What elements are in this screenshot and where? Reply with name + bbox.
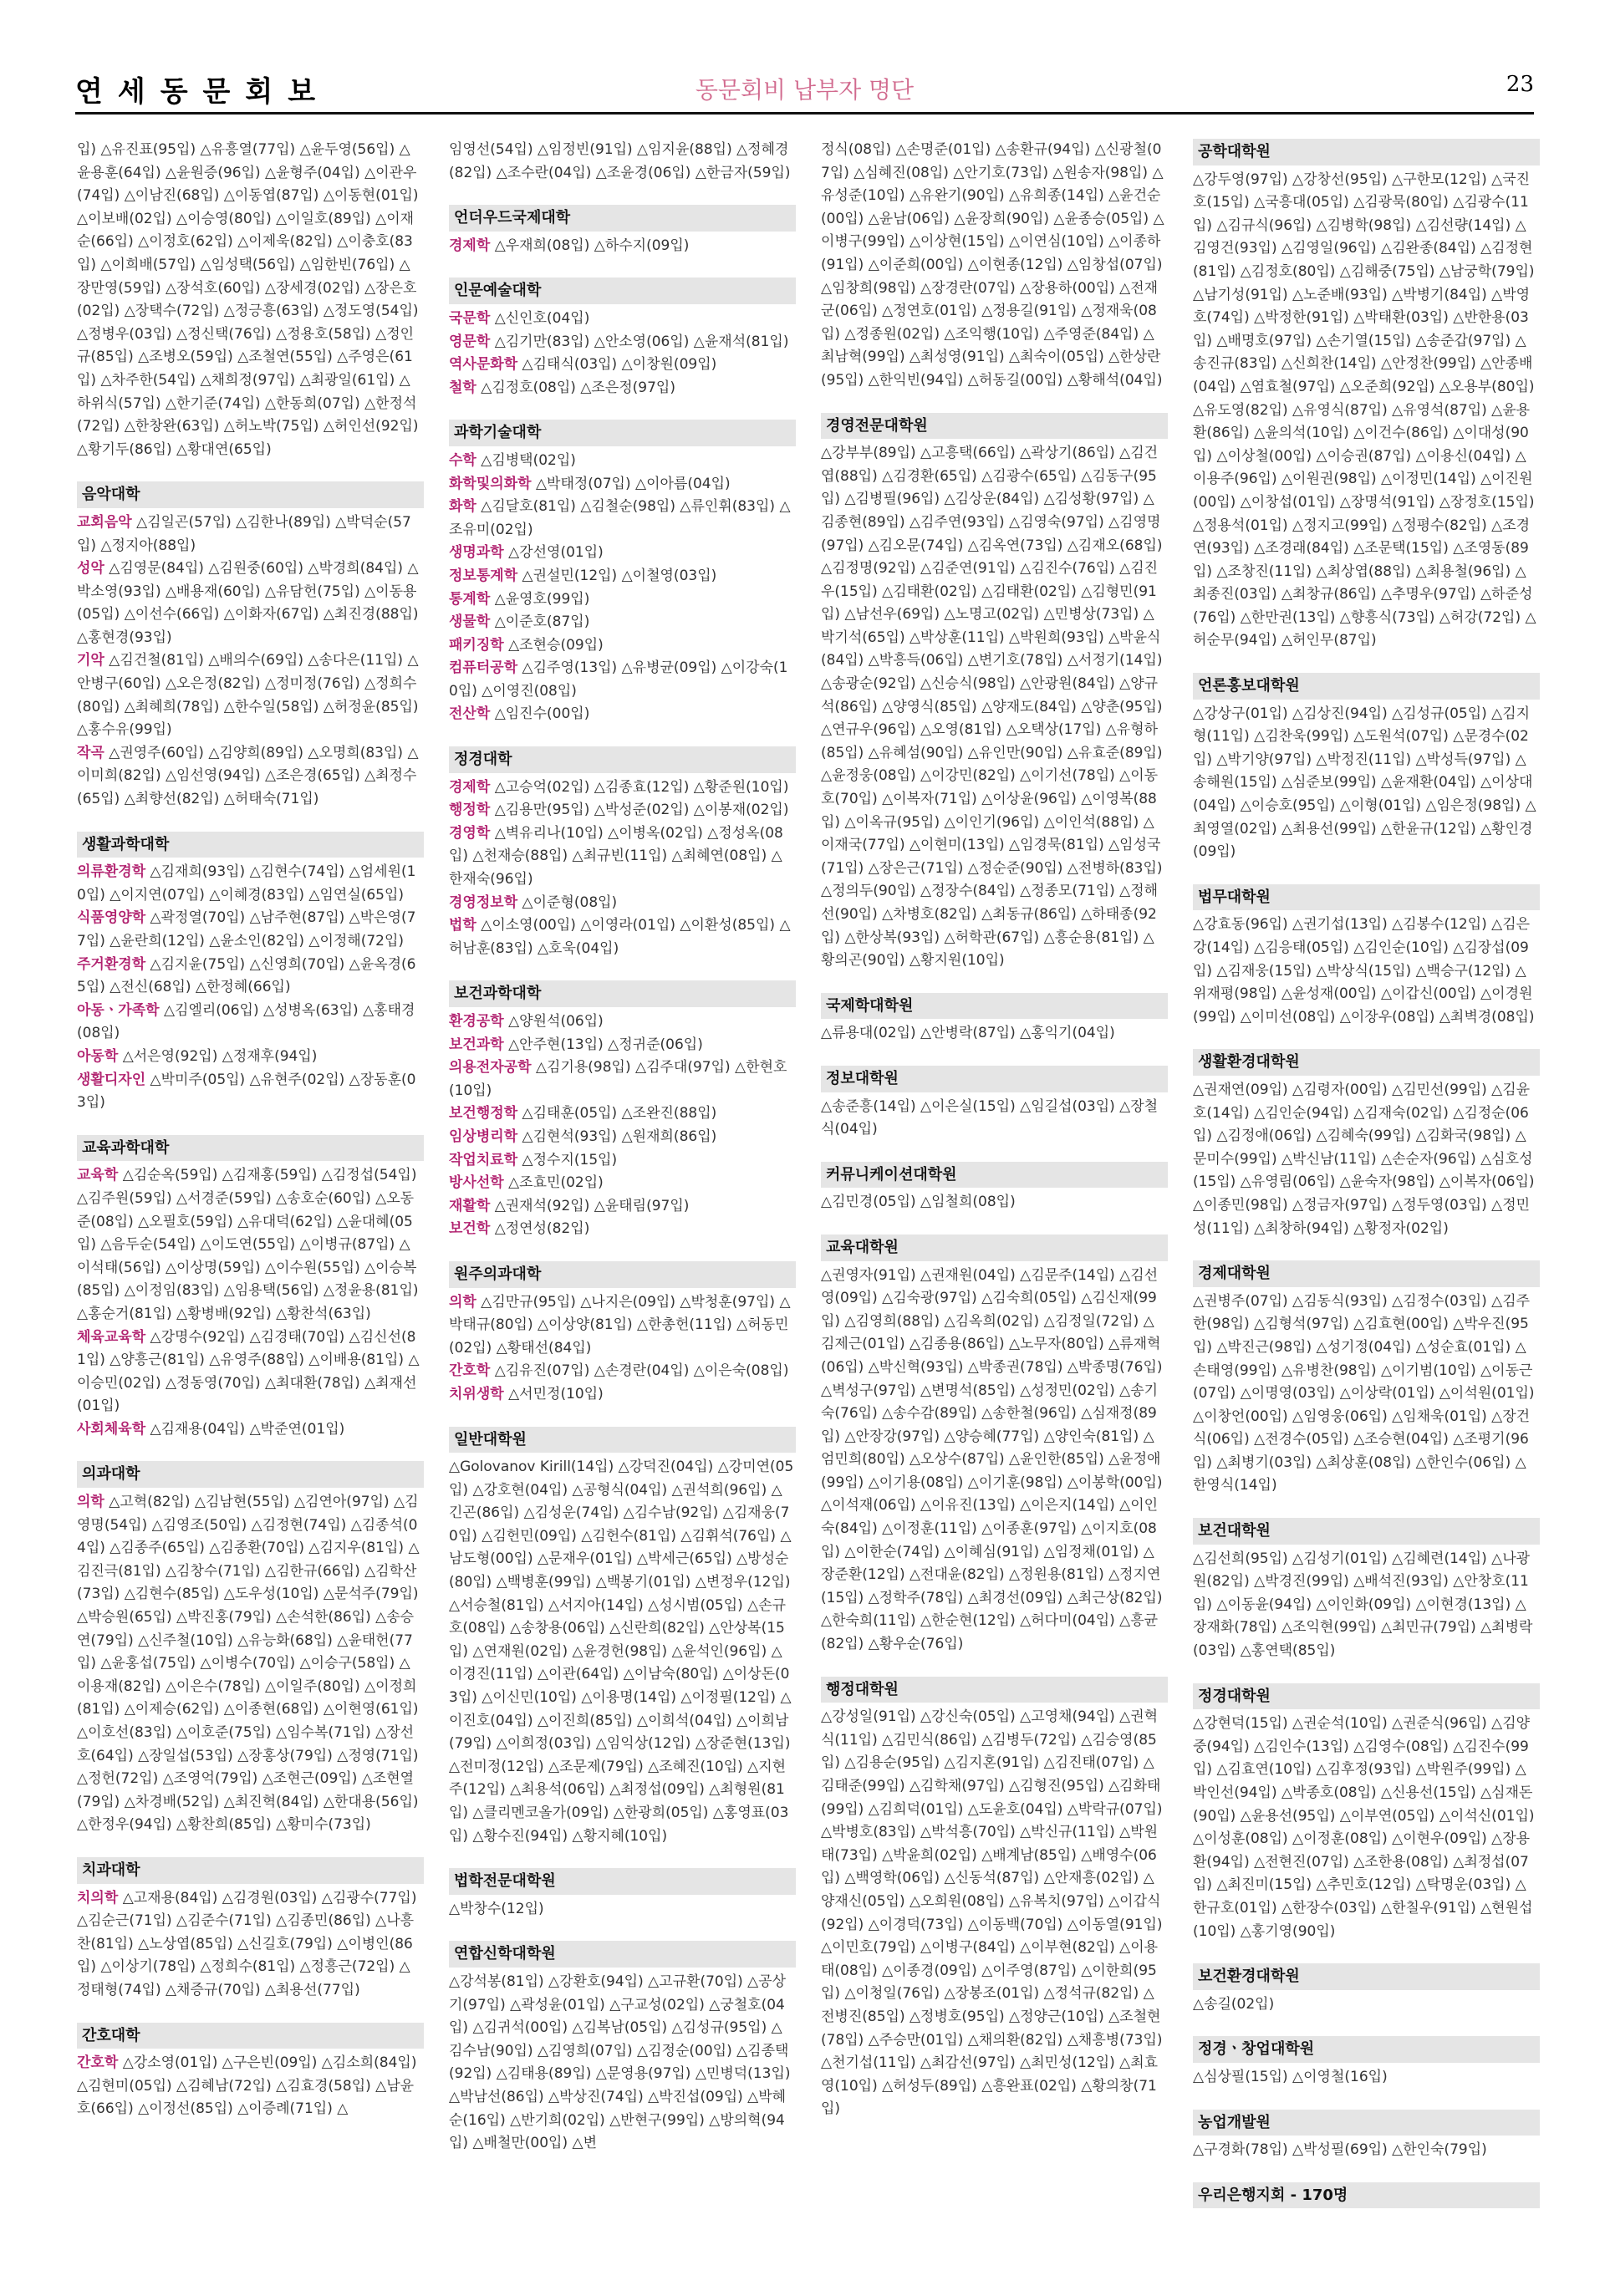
donor-names: △강효동(96입) △권기섭(13입) △김봉수(12입) △김은강(14입) △김응태(05입) △김인순(10입) △김장섭(09입) △김재웅(15입) △박상식(15입) △백승구(12입) △위재평(98입) △윤성재(00입) △이갑신(00입) △이경원(99입) △이미선(08입) △이장우(08입) △최벽경(08입) (1193, 916, 1535, 1026)
college-title: 법학전문대학원 (449, 1868, 796, 1895)
department-entry (449, 542, 796, 565)
college-title: 우리은행지회 - 170명 (1193, 2182, 1540, 2209)
college-title: 의과대학 (77, 1461, 424, 1488)
newspaper-masthead: 연세동문회보 (75, 75, 331, 109)
college-section (1193, 1963, 1540, 2016)
department-name: 철학 (449, 379, 476, 396)
department-entry (449, 331, 796, 354)
donor-names: △고재용(84입) △김경원(03입) △김광수(77입) △김순근(71입) △김준수(71입) △김종민(86입) △나흥찬(81입) △노상엽(85입) △신길호(79입) △이병인(86입) △이상기(78입) △정희수(81입) △정흥근(72입) △정태형(74입) △채증규(70입) △최용선(77입) (77, 1889, 417, 1998)
department-name: 컴퓨터공학 (449, 659, 518, 677)
college-section (1193, 1049, 1540, 1240)
college-title: 간호대학 (77, 2023, 424, 2049)
donor-names: △우재희(08입) △하수지(09입) (494, 237, 690, 254)
department-name: 패키징학 (449, 636, 504, 654)
department-name: 식품영양학 (77, 909, 146, 927)
college-section (449, 205, 796, 257)
department-entry (449, 799, 796, 822)
donor-names: △김기용(98입) △김주대(97입) △한현호(10입) (449, 1059, 787, 1099)
department-entry (449, 1195, 796, 1219)
department-entry (449, 1056, 796, 1102)
donor-names: △이준형(08입) (522, 893, 618, 911)
department-entry (77, 139, 424, 461)
department-entry (1193, 1713, 1540, 1943)
department-name: 의학 (449, 1293, 476, 1311)
donor-names: △김일곤(57입) △김한나(89입) △박덕순(57입) △정지아(88입) (77, 513, 411, 554)
college-section (1193, 2036, 1540, 2089)
department-name: 전산학 (449, 705, 491, 723)
college-section (1193, 673, 1540, 864)
donor-names: △강소영(01입) △구은빈(09입) △김소희(84입) △김현미(05입) △김혜남(72입) △김효경(58입) △남윤호(66입) △이정선(85입) △이증례(71입) △ (77, 2054, 417, 2118)
department-entry (449, 776, 796, 800)
department-name: 정보통계학 (449, 567, 518, 584)
department-name: 화학및의화학 (449, 475, 532, 492)
donor-names: △류용대(02입) △안병락(87입) △홍익기(04입) (821, 1025, 1115, 1042)
department-name: 생물학 (449, 613, 491, 631)
department-name: 국문학 (449, 309, 491, 327)
department-entry (449, 354, 796, 377)
college-section (449, 1427, 796, 1849)
department-name: 사회체육학 (77, 1420, 146, 1438)
college-title: 치과대학 (77, 1857, 424, 1884)
donor-names: △김만규(95입) △나지은(09입) △박청훈(97입) △박태규(80입) △이상양(81입) △한총헌(11입) △허동민(02입) △황태선(84입) (449, 1293, 791, 1357)
department-name: 체육교육학 (77, 1328, 146, 1346)
donor-names: △윤영호(99입) (494, 590, 590, 608)
department-entry (449, 1971, 796, 2156)
department-name: 치의학 (77, 1889, 119, 1907)
college-title: 언더우드국제대학 (449, 205, 796, 232)
donor-names: 정식(08입) △손명준(01입) △송환규(94입) △신광철(07입) △심혜진(08입) △안기호(73입) △원송자(98입) △유성준(10입) △유완기(90입) △유희종(14입) △윤건순(00입) △윤남(06입) △윤장희(90입) △윤종승(05입) △이병구(99입) △이상현(15입) △이연심(10입) △이종하(91입) △이준희(00입) △이현종(12입) △임창섭(07입) △임창희(98입) △장경란(07입) △장용하(00입) △전재군(06입) △정연호(01입) △정용길(91입) △정재욱(08입) △정종원(02입) △조익행(10입) △주영준(84입) △최남혁(99입) △최성영(91입) △최숙이(05입) △한상란(95입) △한익빈(94입) △허동길(00입) △황해석(04입) (821, 141, 1164, 389)
college-title: 국제학대학원 (821, 993, 1168, 1020)
donor-names: △김선희(95입) △김성기(01입) △김혜련(14입) △나광원(82입) △박경진(99입) △배석진(93입) △안창호(11입) △이동윤(94입) △이인화(09입) △이현경(13입) △장재화(78입) △조익현(99입) △최민규(79입) △최병락(03입) △홍연택(85입) (1193, 1550, 1533, 1660)
department-name: 교육학 (77, 1167, 119, 1184)
department-entry (449, 588, 796, 612)
college-title: 정경대학 (449, 746, 796, 773)
donor-names: △곽정열(70입) △남주현(87입) △박은영(77입) △윤란희(12입) △윤소인(82입) △이정해(72입) (77, 909, 416, 949)
college-section (1193, 2110, 1540, 2162)
college-title: 연합신학대학원 (449, 1941, 796, 1968)
department-entry (449, 657, 796, 703)
department-name: 경영학 (449, 824, 491, 842)
college-section (821, 993, 1168, 1046)
department-name: 임상병리학 (449, 1128, 518, 1145)
department-entry (449, 611, 796, 634)
donor-names: △강성일(91입) △강신숙(05입) △고영채(94입) △권혁식(11입) △김민식(86입) △김병두(72입) △김승영(85입) △김용순(95입) △김지혼(91입) △김진태(07입) △김태준(99입) △김학채(97입) △김형진(95입) △김화태(99입) △김희덕(01입) △도윤호(04입) △박락규(07입) △박병호(83입) △박석흥(70입) △박신규(11입) △박원태(73입) △박윤희(02입) △배계남(85입) △배영수(06입) △백영학(06입) △신동석(87입) △안재흥(02입) △양재신(05입) △오희원(08입) △유복치(97입) △이갑식(92입) △이경덕(73입) △이동백(70입) △이동열(91입) △이민호(79입) △이병구(84입) △이부현(82입) △이용태(08입) △이종경(09입) △이주영(87입) △이한희(95입) △이청일(76입) △장봉조(01입) △정석규(82입) △전병진(85입) △정병호(95입) △정양근(10입) △조철현(78입) △주승만(01입) △채의환(82입) △채흥병(73입) △천기섭(11입) △최감선(97입) △최민성(12입) △최효영(10입) △허성두(89입) △흥완표(02입) △황의창(71입) (821, 1708, 1163, 2118)
college-title: 농업개발원 (1193, 2110, 1540, 2136)
college-title: 원주의과대학 (449, 1261, 796, 1288)
department-entry (1193, 169, 1540, 653)
college-section (449, 277, 796, 400)
college-section (449, 980, 796, 1241)
donor-names: △권재석(92입) △윤태림(97입) (494, 1197, 690, 1214)
department-entry (449, 1291, 796, 1361)
donor-names: △김순옥(59입) △김재홍(59입) △김정섭(54입) △김주원(59입) △서경준(59입) △송호순(60입) △오동준(08입) △오필호(59입) △유대덕(62입) △윤대혜(05입) △음두순(54입) △이도연(55입) △이병규(87입) △이석태(56입) △이상명(59입) △이수원(55입) △이승복(85입) △이정임(83입) △임용택(56입) △정윤용(81입) △홍순거(81입) △황병배(92입) △황찬석(63입) (77, 1167, 419, 1322)
college-title: 경영전문대학원 (821, 413, 1168, 440)
department-entry (449, 377, 796, 400)
donor-names: △김태식(03입) △이창원(09입) (522, 356, 717, 374)
college-title: 보건환경대학원 (1193, 1963, 1540, 1990)
department-name: 의학 (77, 1494, 104, 1511)
department-name: 아동ㆍ가족학 (77, 1001, 160, 1019)
department-name: 화학 (449, 498, 476, 516)
department-entry (821, 442, 1168, 973)
college-title: 음악대학 (77, 481, 424, 508)
department-name: 교회음악 (77, 513, 132, 531)
department-entry (449, 1383, 796, 1407)
college-section (1193, 1518, 1540, 1663)
donor-names: △권영자(91입) △권재원(04입) △김문주(14입) △김선영(09입) △김숙광(97입) △김숙희(05입) △김신재(99입) △김영희(88입) △김옥희(02입) △김정일(72입) △김제근(01입) △김종용(86입) △노무자(80입) △류재혁(06입) △박신혁(93입) △박종권(78입) △박종명(76입) △벽성구(97입) △변명석(85입) △성정민(02입) △송기숙(76입) △송수감(89입) △송한철(96입) △심재정(89입) △안장강(97입) △양승혜(77입) △양인숙(81입) △엄민희(80입) △오상수(87입) △윤인한(85입) △윤정애(99입) △이기용(08입) △이기훈(98입) △이봉학(00입) △이석재(06입) △이유진(13입) △이은지(14입) △이인숙(84입) △이정훈(11입) △이종훈(97입) △이지호(08입) △이한순(74입) △이혜심(91입) △임정채(01입) △장준환(12입) △전대윤(82입) △정원용(81입) △정지연(15입) △정학주(78입) △최경선(09입) △최근상(82입) △한숙희(11입) △한순현(12입) △허다미(04입) △흥균(82입) △황우순(76입) (821, 1266, 1163, 1653)
donor-names: △권설민(12입) △이철영(03입) (522, 567, 717, 584)
department-entry (77, 649, 424, 741)
department-name: 통계학 (449, 590, 491, 608)
donor-names: △박미주(05입) △유현주(02입) △장동훈(03입) (77, 1071, 416, 1112)
college-section (77, 1461, 424, 1837)
department-entry (1193, 1993, 1540, 2017)
department-name: 행정학 (449, 802, 491, 819)
donor-names: △송준흥(14입) △이은실(15입) △임길섭(03입) △장철식(04입) (821, 1097, 1159, 1138)
department-entry (449, 634, 796, 658)
department-entry (77, 1046, 424, 1069)
college-title: 일반대학원 (449, 1427, 796, 1453)
header-divider (75, 112, 1534, 115)
department-entry (1193, 1548, 1540, 1663)
donor-names: △김병택(02입) (481, 451, 576, 469)
department-name: 경제학 (449, 237, 491, 254)
donor-list-columns (77, 139, 1540, 2262)
department-name: 아동학 (77, 1047, 119, 1065)
donor-names: △김태훈(05입) △조완진(88입) (522, 1105, 717, 1123)
donor-names: △서은영(92입) △정재후(94입) (122, 1047, 318, 1065)
department-name: 간호학 (77, 2054, 119, 2072)
department-name: 역사문화학 (449, 356, 518, 374)
donor-names: △고혁(82입) △김남현(55입) △김연아(97입) △김영명(54입) △김영조(50입) △김정현(74입) △김종석(04입) △김종주(65입) △김종환(70입) △김지우(81입) △김진극(81입) △김창수(71입) △김한규(66입) △김학산(73입) △김현수(85입) △도우성(10입) △문석주(79입) △박승원(65입) △박진홍(79입) △손석한(86입) △송승연(79입) △신주철(10입) △유능화(68입) △윤태헌(77입) △윤홍섭(75입) △이병수(70입) △이승구(58입) △이용재(82입) △이은수(78입) △이일주(80입) △이정희(81입) △이제승(62입) △이종현(68입) △이현영(61입) △이호선(83입) △이호준(75입) △임수복(71입) △장선호(64입) △장일섭(53입) △장홍상(79입) △정영(71입) △정헌(72입) △조영억(79입) △조현근(09입) △조현열(79입) △차경배(52입) △최진혁(84입) △한대용(56입) △한정우(94입) △황찬희(85입) △황미수(73입) (77, 1494, 420, 1834)
department-entry (77, 1418, 424, 1442)
donor-names: △강명수(92입) △김경태(70입) △김신선(81입) △양흥근(81입) △유영주(88입) △이배용(81입) △이승민(02입) △정동영(70입) △최대환(78입) △최재선(01입) (77, 1328, 420, 1415)
page-header (75, 69, 1534, 115)
college-title: 보건대학원 (1193, 1518, 1540, 1545)
donor-names: △김재희(93입) △김현수(74입) △엄세원(10입) △이지연(07입) △이혜경(83입) △임연실(65입) (77, 863, 416, 904)
donor-names: △권영주(60입) △김양희(89입) △오명희(83입) △이미희(82입) △임선영(94입) △조은경(65입) △최정수(65입) △최향선(82입) △허태숙(71입) (77, 744, 419, 808)
department-name: 주거환경학 (77, 955, 146, 973)
department-entry (821, 139, 1168, 393)
donor-names: △강상구(01입) △김상진(94입) △김성규(05입) △김지형(11입) △김찬욱(99입) △도원석(07입) △문경수(02입) △박기양(97입) △박정진(11입) △박성득(97입) △송해원(15입) △심준보(99입) △윤재환(04입) △이상대(04입) △이승호(95입) △이형(01입) △임은정(98입) △최영열(02입) △최용선(99입) △한윤규(12입) △황인경(09입) (1193, 705, 1536, 861)
college-title: 교육대학원 (821, 1235, 1168, 1261)
department-entry (449, 914, 796, 960)
department-name: 의용전자공학 (449, 1059, 532, 1077)
donor-names: △박태정(07입) △이아름(04입) (535, 475, 731, 492)
donor-names: △권병주(07입) △김동식(93입) △김정수(03입) △김주한(98입) △김형석(97입) △김효현(00입) △박우진(95입) △박진근(98입) △성기정(04입) △성순효(01입) △손태영(99입) △유병찬(98입) △이기범(10입) △이동근(07입) △이명영(03입) △이상락(01입) △이석원(01입) △이창언(00입) △임영웅(06입) △임채욱(01입) △장건식(06입) △전경수(05입) △조승현(04입) △조평기(96입) △최병기(03입) △최상훈(08입) △한인수(06입) △한영식(14입) (1193, 1292, 1535, 1494)
department-name: 수학 (449, 451, 476, 469)
department-entry (77, 1164, 424, 1326)
department-entry (1193, 2139, 1540, 2162)
college-section (1193, 139, 1540, 653)
college-title: 커뮤니케이션대학원 (821, 1162, 1168, 1189)
department-entry (77, 1887, 424, 2003)
department-entry (449, 1360, 796, 1383)
college-section (1193, 1260, 1540, 1498)
donor-names: △김영문(84입) △김원중(60입) △박경희(84입) △박소영(93입) △배용재(60입) △유담헌(75입) △이동용(05입) △이선수(66입) △이화자(67입) △최진경(88입) △홍현경(93입) (77, 560, 419, 646)
department-entry (449, 1102, 796, 1126)
department-entry (449, 1456, 796, 1848)
donor-names: △김현석(93입) △원재희(86입) (522, 1128, 717, 1145)
donor-names: △김정호(08입) △조은정(97입) (481, 379, 675, 396)
donor-names: △김엘리(06입) △성병옥(63입) △홍태경(08입) (77, 1001, 415, 1042)
donor-names: △강선영(01입) (508, 544, 604, 562)
college-section (821, 1235, 1168, 1657)
department-entry (77, 861, 424, 907)
college-section (77, 1135, 424, 1442)
donor-names: △김기만(83입) △안소영(06입) △윤재석(81입) (494, 333, 789, 350)
college-title: 정보대학원 (821, 1066, 1168, 1092)
college-title: 과학기술대학 (449, 420, 796, 446)
department-entry (77, 2052, 424, 2121)
page-number: 23 (1506, 72, 1534, 97)
department-entry (449, 1898, 796, 1922)
column-4 (1193, 139, 1540, 2262)
department-entry (77, 1000, 424, 1046)
department-name: 보건행정학 (449, 1105, 518, 1123)
college-title: 생활환경대학원 (1193, 1049, 1540, 1076)
donor-names: △서민정(10입) (508, 1385, 604, 1403)
donor-names: △김지윤(75입) △신영희(70입) △윤옥경(65입) △전신(68입) △한정혜(66입) (77, 955, 416, 996)
department-entry (1193, 914, 1540, 1029)
department-name: 경영정보학 (449, 893, 518, 911)
donor-names: 임영선(54입) △임정빈(91입) △임지윤(88입) △정혜경(82입) △조수란(04입) △조윤경(06입) △한금자(59입) (449, 141, 791, 181)
donor-names: △신인호(04입) (494, 309, 590, 327)
donor-names: △임진수(00입) (494, 705, 590, 723)
department-entry (449, 1172, 796, 1195)
donor-names: △송길(02입) (1193, 1995, 1275, 2013)
donor-names: △구경화(78입) △박성필(69입) △한인숙(79입) (1193, 2141, 1487, 2159)
department-name: 경제학 (449, 778, 491, 796)
department-name: 간호학 (449, 1362, 491, 1380)
department-entry (77, 512, 424, 557)
department-entry (821, 1706, 1168, 2121)
department-name: 재활학 (449, 1197, 491, 1214)
department-name: 환경공학 (449, 1013, 504, 1030)
department-entry (449, 822, 796, 892)
department-entry (449, 139, 796, 185)
department-name: 기악 (77, 652, 104, 669)
department-entry (449, 1218, 796, 1241)
college-section (77, 2023, 424, 2121)
college-title: 언론홍보대학원 (1193, 673, 1540, 700)
department-name: 보건과학 (449, 1036, 504, 1053)
donor-names: △김민경(05입) △임철희(08입) (821, 1194, 1016, 1211)
department-entry (77, 742, 424, 812)
donor-names: △김재용(04입) △박준연(01입) (150, 1420, 345, 1438)
department-name: 방사선학 (449, 1174, 504, 1192)
department-entry (77, 1326, 424, 1418)
college-section (77, 139, 424, 461)
college-section (449, 746, 796, 960)
college-title: 인문예술대학 (449, 277, 796, 304)
department-name: 생명과학 (449, 544, 504, 562)
department-name: 의류환경학 (77, 863, 146, 881)
department-name: 법학 (449, 917, 476, 934)
college-title: 생활과학대학 (77, 832, 424, 858)
donor-names: △Golovanov Kirill(14입) △강덕진(04입) △강미연(05입) △강호현(04입) △공형식(04입) △권석희(96입) △긴곤(86입) △김성운(74입) △김수남(92입) △김재웅(70입) △김헌민(09입) △김헌수(81입) △김휘석(76입) △남도형(00입) △문재우(01입) △박세근(65입) △방성순(80입) △백병훈(99입) △백봉기(01입) △변정우(12입) △서승철(81입) △서지아(14입) △성시범(05입) △손규호(08입) △송창용(06입) △신란희(82입) △안상복(15입) △연재원(02입) △윤경헌(98입) △윤석인(96입) △이경진(11입) △이관(64입) △이남숙(80입) △이상돈(03입) △이신민(10입) △이용명(14입) △이정필(12입) △이진호(04입) △이진희(85입) △이희석(04입) △이희남(79입) △이희정(03입) △임익상(12입) △장준현(13입) △전미정(12입) △조문제(79입) △조혜진(10입) △지현주(12입) △최용석(06입) △최정섭(09입) △최형원(81입) △클리멘코올가(09입) △한광희(05입) △홍영표(03입) △황수진(94입) △황지혜(10입) (449, 1459, 794, 1845)
department-entry (1193, 1079, 1540, 1240)
college-title: 정경대학원 (1193, 1683, 1540, 1710)
college-section (449, 420, 796, 726)
department-entry (449, 308, 796, 331)
donor-names: △김건철(81입) △배의수(69입) △송다은(11입) △안병구(60입) △오은정(82입) △정미정(76입) △정희수(80입) △최혜희(78입) △한수일(58입) △허정윤(85입) △홍수유(99입) (77, 652, 419, 739)
college-section (1193, 1683, 1540, 1944)
donor-names: △강부부(89입) △고흥택(66입) △곽상기(86입) △김건엽(88입) △김경환(65입) △김광수(65입) △김동구(95입) △김병필(96입) △김상운(84입) △김성황(97입) △김종현(89입) △김주연(93입) △김영숙(97입) △김영명(97입) △김오문(74입) △김옥연(73입) △김재오(68입) △김정명(92입) △김준연(91입) △김진수(76입) △김진우(15입) △김태환(02입) △김태환(02입) △김형민(91입) △남선우(69입) △노명고(02입) △민병상(73입) △박기석(65입) △박상훈(11입) △박원희(93입) △박윤식(84입) △박흥득(06입) △변기호(78입) △서정기(14입) △송광순(92입) △신승식(98입) △안광원(84입) △양규석(86입) △양영식(85입) △양재도(84입) △양춘(95입) △연규우(96입) △오영(81입) △오택상(17입) △유형하(85입) △유혜섬(90입) △유인만(90입) △유효준(89입) △윤정웅(08입) △이강민(82입) △이기선(78입) △이동호(70입) △이복자(71입) △이상윤(96입) △이영복(88입) △이옥규(95입) △이인기(96입) △이인석(88입) △이재국(77입) △이현미(13입) △임경묵(81입) △임성국(71입) △장은근(71입) △정순준(90입) △전병하(83입) △정의두(90입) △정장수(84입) △정종모(71입) △정해선(90입) △차병호(82입) △최동규(86입) △하태종(92입) △한상복(93입) △허학관(67입) △흥순용(81입) △황의곤(90입) △황지원(10입) (821, 445, 1163, 970)
department-entry (1193, 2066, 1540, 2090)
college-section (1193, 884, 1540, 1030)
college-title: 행정대학원 (821, 1677, 1168, 1703)
donor-names: △강두영(97입) △강창선(95입) △구한모(12입) △국진호(15입) △국흥대(05입) △김광묵(80입) △김광수(11입) △김규식(96입) △김병학(98입) △김선량(14입) △김영건(93입) △김영일(96입) △김완종(84입) △김정현(81입) △김정호(80입) △김해중(75입) △남궁학(79입) △남기성(91입) △노준배(93입) △박병기(84입) △박영호(74입) △박정한(91입) △박태환(03입) △반한용(03입) △배명호(97입) △손기열(15입) △송준갑(97입) △송진규(83입) △신희찬(14입) △안정찬(99입) △안종배(04입) △염효철(97입) △오준희(92입) △오용부(80입) △유도영(82입) △유영식(87입) △유영석(87입) △윤용환(86입) △윤의석(10입) △이건수(86입) △이대성(90입) △이상철(00입) △이승권(87입) △이용신(04입) △이용주(96입) △이원권(98입) △이정민(14입) △이진원(00입) △이창섭(01입) △장명석(91입) △장정호(15입) △정용석(01입) △정지고(99입) △정평수(82입) △조경연(93입) △조경래(84입) △조문택(15입) △조영동(89입) △조창진(11입) △최상엽(88입) △최용철(96입) △최종진(03입) △최창규(86입) △추명우(97입) △하준성(76입) △한만권(13입) △향흥식(73입) △허강(72입) △허순무(94입) △허인무(87입) (1193, 171, 1536, 649)
donor-names: 입) △유진표(95입) △유흥열(77입) △윤두영(56입) △윤용훈(64입) △윤원증(96입) △윤형주(04입) △이관우(74입) △이남진(68입) △이동엽(87입) △이동현(01입) △이보배(02입) △이승영(80입) △이일호(89입) △이재순(66입) △이정호(62입) △이제욱(82입) △이충호(83입) △이희배(57입) △임성택(56입) △임한빈(76입) △장만영(59입) △장석호(60입) △장세경(02입) △장은호(02입) △장택수(72입) △정긍흥(63입) △정도영(54입) △정병우(03입) △정신택(76입) △정용호(58입) △정인규(85입) △조병오(59입) △조철연(55입) △주영은(61입) △차주한(54입) △채희정(97입) △최광일(61입) △하위식(57입) △한기준(74입) △한동희(07입) △한정석(72입) △한창완(63입) △허노박(75입) △허인선(92입) △황기두(86입) △황대연(65입) (77, 141, 419, 458)
college-section (821, 1066, 1168, 1142)
department-entry (1193, 1291, 1540, 1498)
department-entry (449, 1034, 796, 1057)
department-entry (77, 954, 424, 1000)
college-title: 법무대학원 (1193, 884, 1540, 911)
college-section (449, 1868, 796, 1921)
college-section (77, 481, 424, 811)
column-3 (821, 139, 1168, 2262)
college-section (77, 832, 424, 1115)
donor-names: △벽유리나(10입) △이병옥(02입) △정성옥(08입) △천재승(88입) △최규빈(11입) △최혜연(08입) △한재숙(96입) (449, 824, 783, 888)
department-name: 보건학 (449, 1220, 491, 1238)
donor-names: △이준호(87입) (494, 613, 590, 631)
department-entry (821, 1022, 1168, 1046)
department-name: 작곡 (77, 744, 104, 761)
donor-names: △양원석(06입) (508, 1013, 604, 1030)
department-entry (77, 1491, 424, 1837)
department-entry (449, 892, 796, 915)
department-name: 영문학 (449, 333, 491, 350)
college-section (1193, 2182, 1540, 2209)
donor-names: △김달호(81입) △김철순(98입) △류인휘(83입) △조유미(02입) (449, 498, 791, 538)
page-title: 동문회비 납부자 명단 (695, 76, 915, 104)
donor-names: △정수지(15입) (522, 1151, 618, 1168)
department-name: 성악 (77, 560, 104, 578)
donor-names: △김용만(95입) △박성준(02입) △이봉재(02입) (494, 802, 789, 819)
donor-names: △이소영(00입) △이영라(01입) △이환성(85입) △허남훈(83입) △호욱(04입) (449, 917, 791, 957)
donor-names: △안주현(13입) △정귀준(06입) (508, 1036, 703, 1053)
department-entry (449, 1126, 796, 1149)
college-title: 정경ㆍ창업대학원 (1193, 2036, 1540, 2063)
department-entry (821, 1096, 1168, 1142)
college-section (449, 1261, 796, 1407)
department-name: 생활디자인 (77, 1071, 146, 1088)
college-section (821, 1162, 1168, 1214)
donor-names: △고승억(02입) △김종효(12입) △황준원(10입) (494, 778, 789, 796)
department-name: 치위생학 (449, 1385, 504, 1403)
department-entry (821, 1191, 1168, 1214)
college-section (449, 1941, 796, 2155)
column-1 (77, 139, 424, 2262)
college-title: 교육과학대학 (77, 1135, 424, 1162)
donor-names: △정연성(82입) (494, 1220, 590, 1238)
department-entry (449, 1011, 796, 1034)
department-entry (1193, 703, 1540, 864)
department-entry (77, 557, 424, 649)
college-section (821, 1677, 1168, 2121)
department-name: 작업치료학 (449, 1151, 518, 1168)
college-section (77, 1857, 424, 2003)
donor-names: △강현덕(15입) △권순석(10입) △권준식(96입) △김양중(94입) △김인수(13입) △김영수(08입) △김진수(99입) △김효연(10입) △김후정(93입) △박원주(99입) △박인선(94입) △박종호(08입) △신용선(15입) △심재돈(90입) △윤용선(95입) △이부연(05입) △이석신(01입) △이성훈(08입) △이정훈(08입) △이현우(09입) △장용환(94입) △전현진(07입) △조한용(08입) △최정섭(07입) △최진미(15입) △추민호(12입) △탁명운(03입) △한규호(01입) △한장수(03입) △한칠우(91입) △현원섭(10입) △홍기영(90입) (1193, 1715, 1535, 1940)
donor-names: △박창수(12입) (449, 1900, 544, 1917)
department-entry (77, 1069, 424, 1115)
college-title: 경제대학원 (1193, 1260, 1540, 1287)
department-entry (449, 496, 796, 542)
donor-names: △조현승(09입) (508, 636, 604, 654)
donor-names: △김주영(13입) △유병균(09입) △이강숙(10입) △이영진(08입) (449, 659, 788, 700)
column-2 (449, 139, 796, 2262)
donor-names: △김유진(07입) △손경란(04입) △이은숙(08입) (494, 1362, 789, 1380)
college-section (449, 139, 796, 185)
college-section (821, 413, 1168, 973)
donor-names: △조효민(02입) (508, 1174, 604, 1192)
department-entry (449, 565, 796, 588)
department-entry (821, 1265, 1168, 1657)
college-title: 공학대학원 (1193, 139, 1540, 165)
department-entry (449, 235, 796, 258)
college-section (821, 139, 1168, 393)
department-entry (449, 450, 796, 473)
department-entry (449, 1149, 796, 1173)
department-entry (449, 473, 796, 496)
donor-names: △심상필(15입) △이영철(16입) (1193, 2068, 1388, 2085)
college-title: 보건과학대학 (449, 980, 796, 1007)
department-entry (449, 703, 796, 726)
donor-names: △강석봉(81입) △강환호(94입) △고규환(70입) △공상기(97입) △곽성윤(01입) △구교성(02입) △궁철호(04입) △김귀석(00입) △김복남(05입) △김성규(95입) △김수남(90입) △김영희(07입) △김정순(00입) △김종택(92입) △김태용(89입) △문영용(97입) △민병덕(13입) △박남선(86입) △박상진(74입) △박진섭(09입) △박혜순(16입) △반기희(02입) △반현구(99입) △방의혁(94입) △배철만(00입) △변 (449, 1973, 791, 2152)
department-entry (77, 907, 424, 953)
donor-names: △권재연(09입) △김령자(00입) △김민선(99입) △김윤호(14입) △김인순(94입) △김재숙(02입) △김정순(06입) △김정애(06입) △김혜숙(99입) △김화국(98입) △문미수(99입) △박신남(11입) △손순자(96입) △심호성(15입) △유영림(06입) △윤숙자(98입) △이복자(06입) △이종민(98입) △정금자(97입) △정두영(03입) △정민성(11입) △최창하(94입) △황정자(02입) (1193, 1081, 1535, 1237)
